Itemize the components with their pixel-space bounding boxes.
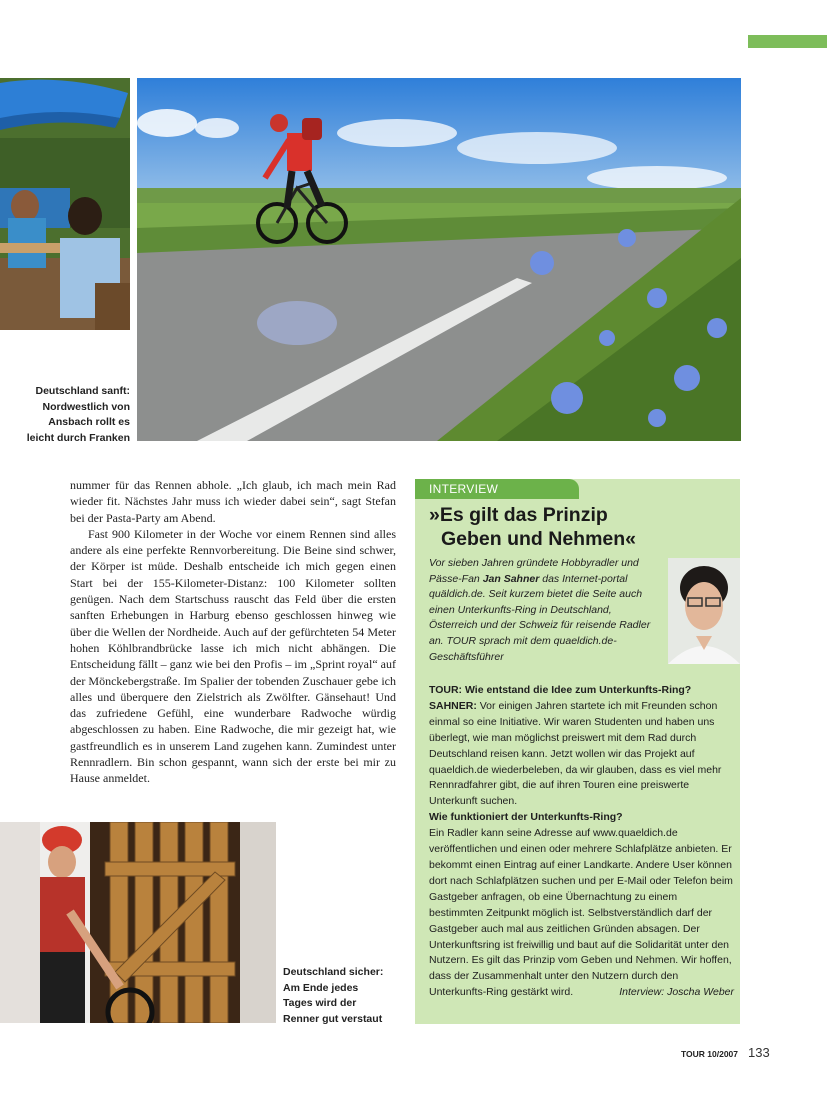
interview-title: »Es gilt das Prinzip Geben und Nehmen« (429, 504, 637, 550)
article-paragraph: Fast 900 Kilometer in der Woche vor einem Rennen sind alles andere als eine perfekte Rennvorbereitung. Die Beine sind schwer, der Körper ist müde. Deshalb entscheide ich mich gegen einen Start bei der 155-Kilometer-Distanz: 100 Kilometer sollten genügen. Nach dem Startschuss rauscht das Feld über die ersten sanften Erhebungen in Harburg ebenso geschlossen hinweg wie über die Wellen der Nordheide. Auch auf der gefürchteten 54 Meter hohen Köhlbrandbrücke lasse ich mich nicht abhängen. Die Entscheidung fällt – ganz wie bei den Profis – im „Sprint royal“ auf der Mönckebergstraße. Im Spalier der tobenden Zuschauer gebe ich alles und überquere den Zielstrich als Zwölfter. Gänsehaut! Und das zufriedene Gefühl, eine wunderbare Radwoche würdig abgeschlossen zu haben. Eine Radwoche, die mir gezeigt hat, wie gastfreundlich es in unserem Land zugehen kann. Zumindest unter Rennradlern. Bin schon gespannt, wann sich der erste bei mir zu Hause anmeldet. (70, 526, 396, 786)
article-body (70, 477, 396, 787)
interview-qa (429, 683, 734, 1001)
interview-question: Wie funktioniert der Unterkunfts-Ring? (429, 811, 623, 824)
photo-caption-top: Deutschland sanft: Nordwestlich von Ansbach rollt es leicht durch Franken (26, 385, 130, 444)
section-color-tab (748, 35, 827, 48)
page-number: 133 (748, 1045, 770, 1060)
photo-caption-bottom: Deutschland sicher: Am Ende jedes Tages wird der Renner gut verstaut (283, 966, 384, 1025)
cafe-scene-photo (0, 78, 130, 330)
interview-credit: Interview: Joscha Weber (619, 986, 734, 999)
bike-storage-photo (0, 822, 276, 1023)
portrait-photo (668, 558, 740, 664)
magazine-issue: TOUR 10/2007 (681, 1049, 739, 1059)
article-paragraph: nummer für das Rennen abhole. „Ich glaub, ich mach mein Rad wieder fit. Nächstes Jahr muss ich wieder dabei sein“, sagt Stefan bei der Pasta-Party am Abend. (70, 478, 396, 525)
interview-intro: Vor sieben Jahren gründete Hobbyradler und Pässe-Fan Jan Sahner das Internet-portal quäldich.de. Seit kurzem bietet die Seite auch einen Unterkunfts-Ring in Deutschland, Österreich und der Schweiz für reisende Radler an. TOUR sprach mit dem quaeldich.de-Geschäftsführer (429, 557, 651, 663)
interview-answer: SAHNER: Vor einigen Jahren startete ich mit Freunden schon einmal so eine Initiative. Wir waren Studenten und haben uns überlegt, wie man möglichst preiswert mit dem Rad durch Deutschland reisen kann. Jetzt wollen wir das Projekt auf quaeldich.de wiederbeleben, da wir glauben, dass es viel mehr Rennradfahrer gibt, die auf ihren Touren eine preiswerte Unterkunft suchen. (429, 699, 722, 808)
interview-label: INTERVIEW (415, 479, 579, 499)
interview-answer: Ein Radler kann seine Adresse auf www.quaeldich.de veröffentlichen und einen oder mehrere Schlafplätze anbieten. Er bekommt einen Eintrag auf einer Landkarte. Andere User können dort nach Schlafplätzen suchen und per E-Mail oder Telefon beim Gastgeber anfragen, ob eine Übernachtung zu einem bestimmten Zeitpunkt möglich ist. Selbstverständlich darf der Gastgeber auch mal aus zeitlichen Gründen absagen. Der Unterkunftsring ist freiwillig und baut auf die Solidarität unter den Nutzern. Es gilt das Prinzip vom Geben und Nehmen. Wir hoffen, dass der Zusammenhalt unter den Nutzern durch den Unterkunfts-Ring gestärkt wird. Interview: Joscha Weber (429, 826, 734, 1001)
cyclist-road-photo (137, 78, 741, 441)
interview-question: TOUR: Wie entstand die Idee zum Unterkunfts-Ring? (429, 684, 692, 696)
interview-box (415, 479, 740, 1024)
